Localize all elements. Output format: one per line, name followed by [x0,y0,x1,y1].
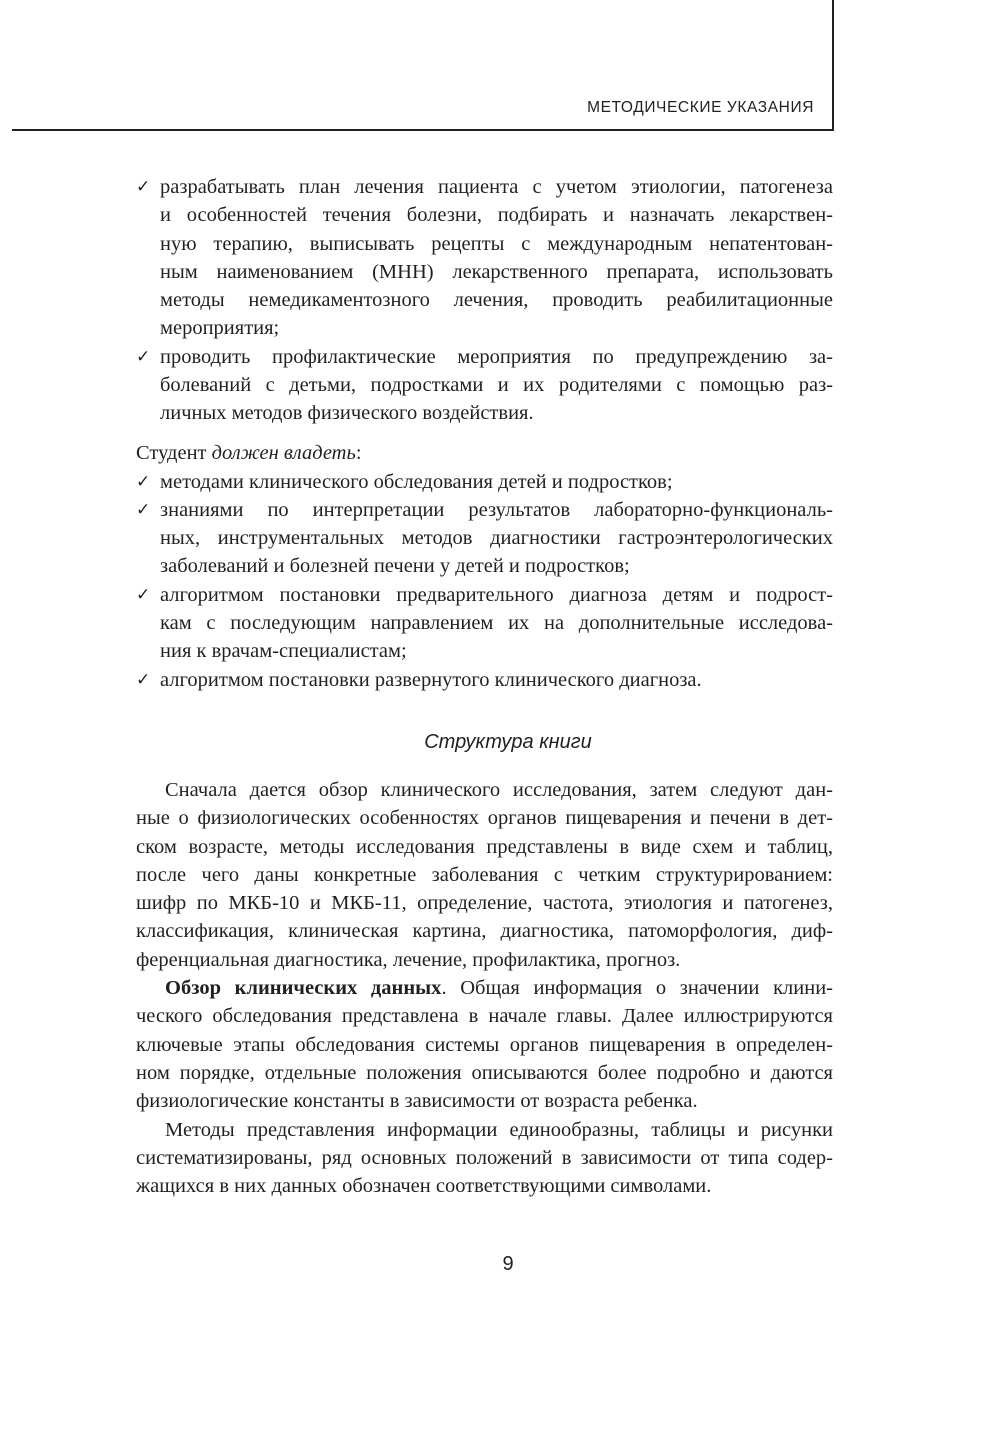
checkmark-icon: ✓ [136,584,151,605]
line-text: проводить профилактические мероприятия по предупреждению за- [160,345,833,368]
text-line [136,974,833,1002]
line-text: алгоритмом постановки развернутого клинического диагноза. [160,668,702,691]
text-line [136,286,833,314]
line-text: мероприятия; [160,317,280,340]
intro-emphasis: должен владеть [211,442,356,464]
text-line [136,581,833,609]
text-line [136,173,833,201]
list-item [136,666,833,694]
section-heading: Структура книги [424,731,592,753]
line-text: ческого обследования представлена в начале главы. Далее иллюстрируются [136,1005,833,1028]
paragraph [136,776,833,974]
line-text: классификация, клиническая картина, диагностика, патоморфология, диф- [136,920,833,943]
checkmark-icon: ✓ [136,177,151,197]
line-text: систематизированы, ряд основных положений в зависимости от типа содер- [136,1146,833,1169]
checkmark-icon: ✓ [136,346,151,367]
text-line [136,776,833,804]
intro-colon: : [355,442,362,464]
text-line [136,1144,833,1172]
text-line [136,1116,833,1144]
text-line [136,609,833,637]
text-line [136,258,833,286]
text-line [136,468,833,496]
line-text: методы немедикаментозного лечения, проводить реабилитационные [160,289,833,312]
list-item [136,496,833,581]
list-item [136,581,833,666]
text-line [136,861,833,889]
text-line [136,889,833,917]
bold-lead: Обзор клинических данных [165,977,442,1000]
header-rule [12,129,834,131]
line-text: заболеваний и болезней печени у детей и подростков; [160,555,630,578]
line-text: Сначала дается обзор клинического исследования, затем следуют дан- [165,779,833,801]
text-line [136,314,833,342]
line-text: личных методов физического воздействия. [160,402,534,425]
line-text: ференциальная диагностика, лечение, профилактика, прогноз. [136,948,681,971]
mastery-list [136,468,833,694]
line-text: и особенностей течения болезни, подбирать и назначать лекарствен- [160,204,833,227]
line-text: ных, инструментальных методов диагностики гастроэнтерологических [160,527,833,550]
line-text: ным наименованием (МНН) лекарственного препарата, использовать [160,260,833,283]
line-text: разрабатывать план лечения пациента с учетом этиологии, патогенеза [160,176,833,198]
intro-text: Студент [136,442,212,464]
text-line [136,399,833,427]
text-line [136,917,833,945]
line-text: болеваний с детьми, подростками и их родителями с помощью раз- [160,374,833,397]
header-vertical-rule [832,0,834,131]
text-line [136,371,833,399]
line-text: ния к врачам-специалистам; [160,640,407,663]
body-text [136,776,833,1200]
checkmark-icon: ✓ [136,669,151,690]
checkmark-icon: ✓ [136,499,151,520]
text-line [136,524,833,552]
list-item [136,468,833,496]
line-text: ключевые этапы обследования системы органов пищеварения в определен- [136,1033,833,1056]
line-text: ную терапию, выписывать рецепты с международным непатентован- [160,232,833,255]
text-line [136,1059,833,1087]
skills-list [136,173,833,428]
paragraph [136,974,833,1115]
text-line [136,343,833,371]
text-line [136,833,833,861]
text-line [136,1172,833,1200]
line-text: шифр по МКБ-10 и МКБ-11, определение, частота, этиология и патогенез, [136,892,833,915]
line-text: физиологические константы в зависимости от возраста ребенка. [136,1090,698,1113]
text-line [136,637,833,665]
list-item [136,343,833,428]
text-line [136,201,833,229]
text-line [136,496,833,524]
line-text: после чего даны конкретные заболевания с четким структурированием: [136,863,833,886]
text-line [136,1031,833,1059]
line-text: кам с последующим направлением их на дополнительные исследова- [160,611,833,634]
line-text: алгоритмом постановки предварительного диагноза детям и подрост- [160,583,833,606]
line-text: ном порядке, отдельные положения описываются более подробно и даются [136,1061,833,1084]
running-header: МЕТОДИЧЕСКИЕ УКАЗАНИЯ [587,99,814,116]
line-text: жащихся в них данных обозначен соответствующими символами. [136,1175,712,1198]
text-line [136,804,833,832]
list-item [136,173,833,343]
text-line [136,552,833,580]
page-number: 9 [502,1253,514,1275]
line-text: ные о физиологических особенностях органов пищеварения и печени в дет- [136,807,833,830]
text-line [136,230,833,258]
line-text: ском возрасте, методы исследования представлены в виде схем и таблиц, [136,835,833,858]
checkmark-icon: ✓ [136,471,151,492]
paragraph [136,1116,833,1201]
line-text: . Общая информация о значении клини- [441,977,833,1000]
text-line [136,1002,833,1030]
text-line [136,1087,833,1115]
line-text: знаниями по интерпретации результатов лабораторно-функциональ- [160,498,833,521]
line-text: Методы представления информации единообразны, таблицы и рисунки [165,1118,833,1141]
text-line [136,666,833,694]
line-text: методами клинического обследования детей и подростков; [160,470,673,493]
text-line [136,946,833,974]
student-intro [136,439,833,467]
